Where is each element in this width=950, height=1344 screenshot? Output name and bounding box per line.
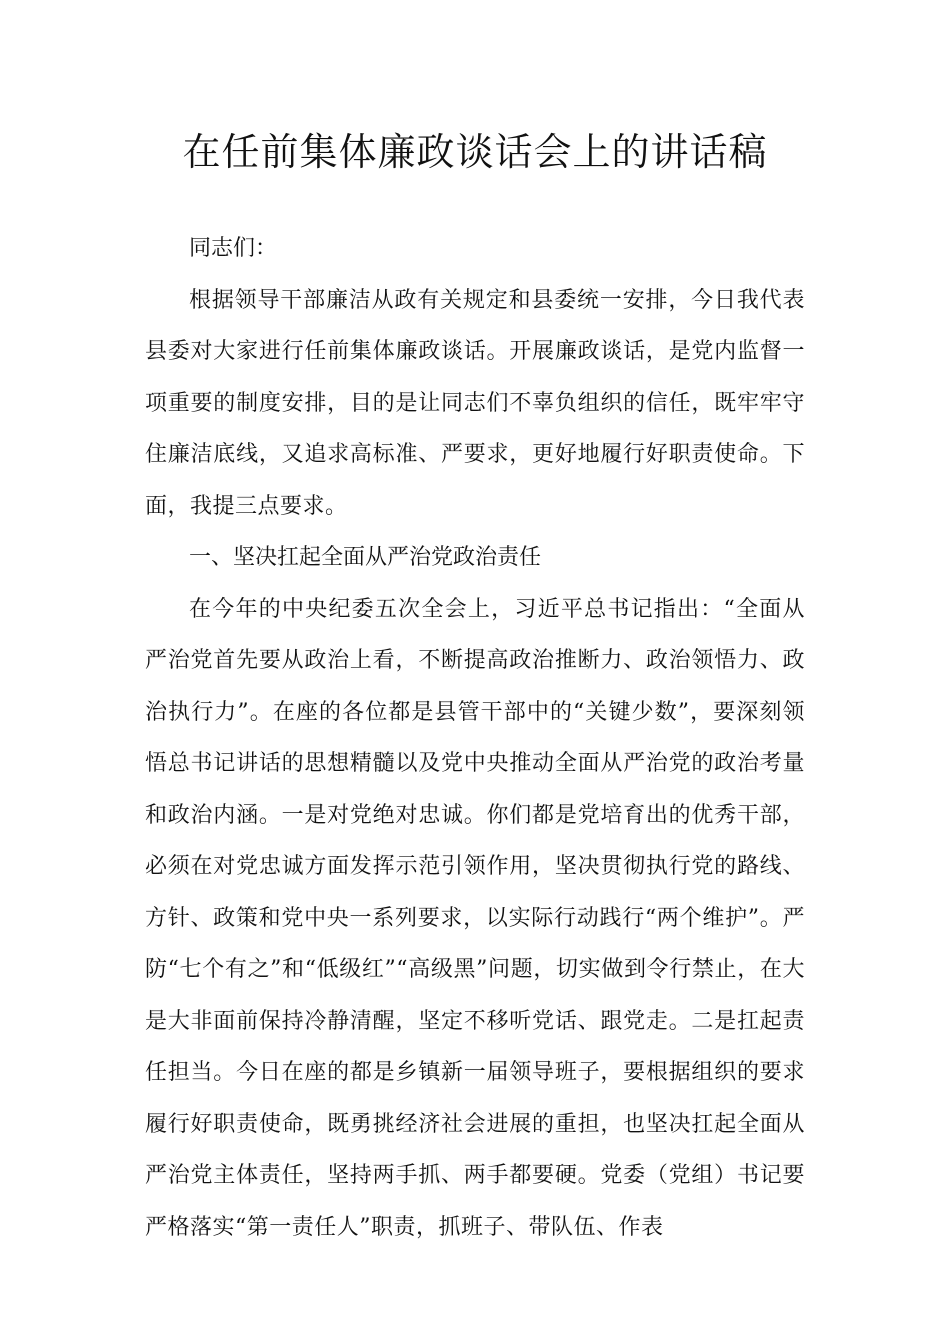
paragraph-intro: 根据领导干部廉洁从政有关规定和县委统一安排，今日我代表县委对大家进行任前集体廉政谈话。开展廉政谈话，是党内监督一项重要的制度安排，目的是让同志们不辜负组织的信任，既牢牢守住廉洁底线，又追求高标准、严要求，更好地履行好职责使命。下面，我提三点要求。 [145, 287, 805, 519]
salutation: 同志们： [189, 236, 278, 261]
document-title: 在任前集体廉政谈话会上的讲话稿 [182, 130, 768, 174]
section-heading-1: 一、坚决扛起全面从严治党政治责任 [189, 545, 542, 570]
paragraph-section-1: 在今年的中央纪委五次全会上，习近平总书记指出：“全面从严治党首先要从政治上看，不断提高政治推断力、政治领悟力、政治执行力”。在座的各位都是县管干部中的“关键少数”，要深刻领悟总书记讲话的思想精髓以及党中央推动全面从严治党的政治考量和政治内涵。一是对党绝对忠诚。你们都是党培育出的优秀干部，必须在对党忠诚方面发挥示范引领作用，坚决贯彻执行党的路线、方针、政策和党中央一系列要求，以实际行动践行“两个维护”。严防“七个有之”和“低级红”“高级黑”问题，切实做到令行禁止，在大是大非面前保持冷静清醒，坚定不移听党话、跟党走。二是扛起责任担当。今日在座的都是乡镇新一届领导班子，要根据组织的要求履行好职责使命，既勇挑经济社会进展的重担，也坚决扛起全面从严治党主体责任，坚持两手抓、两手都要硬。党委（党组）书记要严格落实“第一责任人”职责，抓班子、带队伍、作表 [145, 596, 805, 1240]
document-body [145, 223, 805, 1253]
